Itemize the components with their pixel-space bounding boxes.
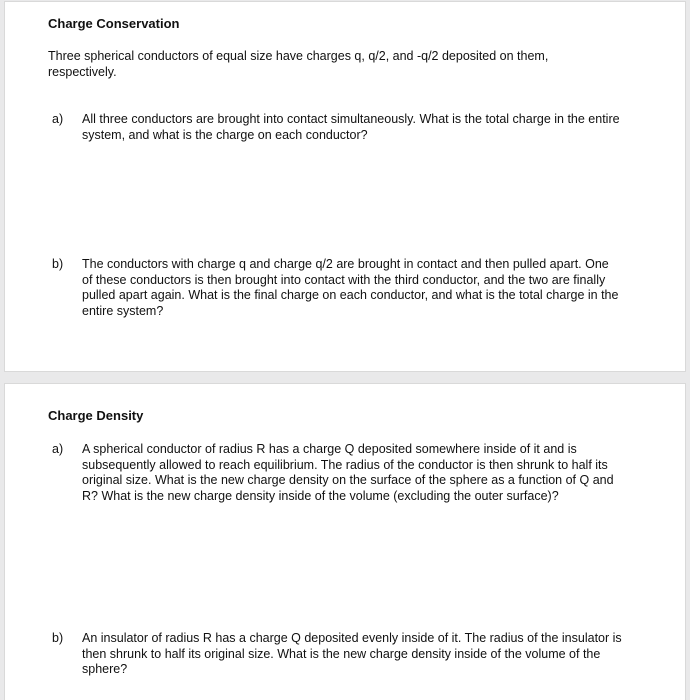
section-intro: Three spherical conductors of equal size have charges q, q/2, and -q/2 deposited on them, respectively. xyxy=(48,49,549,79)
charge-conservation-card xyxy=(4,1,686,372)
question-text: An insulator of radius R has a charge Q deposited evenly inside of it. The radius of the insulator is then shrunk to half its original size. What is the new charge density inside of the volume of the sphere? xyxy=(82,631,622,676)
question-text: All three conductors are brought into contact simultaneously. What is the total charge in the entire system, and what is the charge on each conductor? xyxy=(82,112,620,142)
section-title-charge-density: Charge Density xyxy=(48,408,144,423)
question-text: The conductors with charge q and charge q/2 are brought in contact and then pulled apart. One of these conductors is then brought into contact with the third conductor, and the two are finally pulled apart again. What is the final charge on each conductor, and what is the total charge in the entire system? xyxy=(82,257,619,318)
charge-density-card xyxy=(4,383,686,700)
question-label: b) xyxy=(52,631,64,645)
question-label: a) xyxy=(52,442,64,456)
section-title-charge-conservation: Charge Conservation xyxy=(48,16,180,31)
question-text: A spherical conductor of radius R has a charge Q deposited somewhere inside of it and is subsequently allowed to reach equilibrium. The radius of the conductor is then shrunk to half its original size. What is the new charge density on the surface of the sphere as a function of Q and R? What is the new charge density inside of the volume (excluding the outer surface)? xyxy=(82,442,614,503)
question-label: b) xyxy=(52,257,64,271)
question-label: a) xyxy=(52,112,64,126)
